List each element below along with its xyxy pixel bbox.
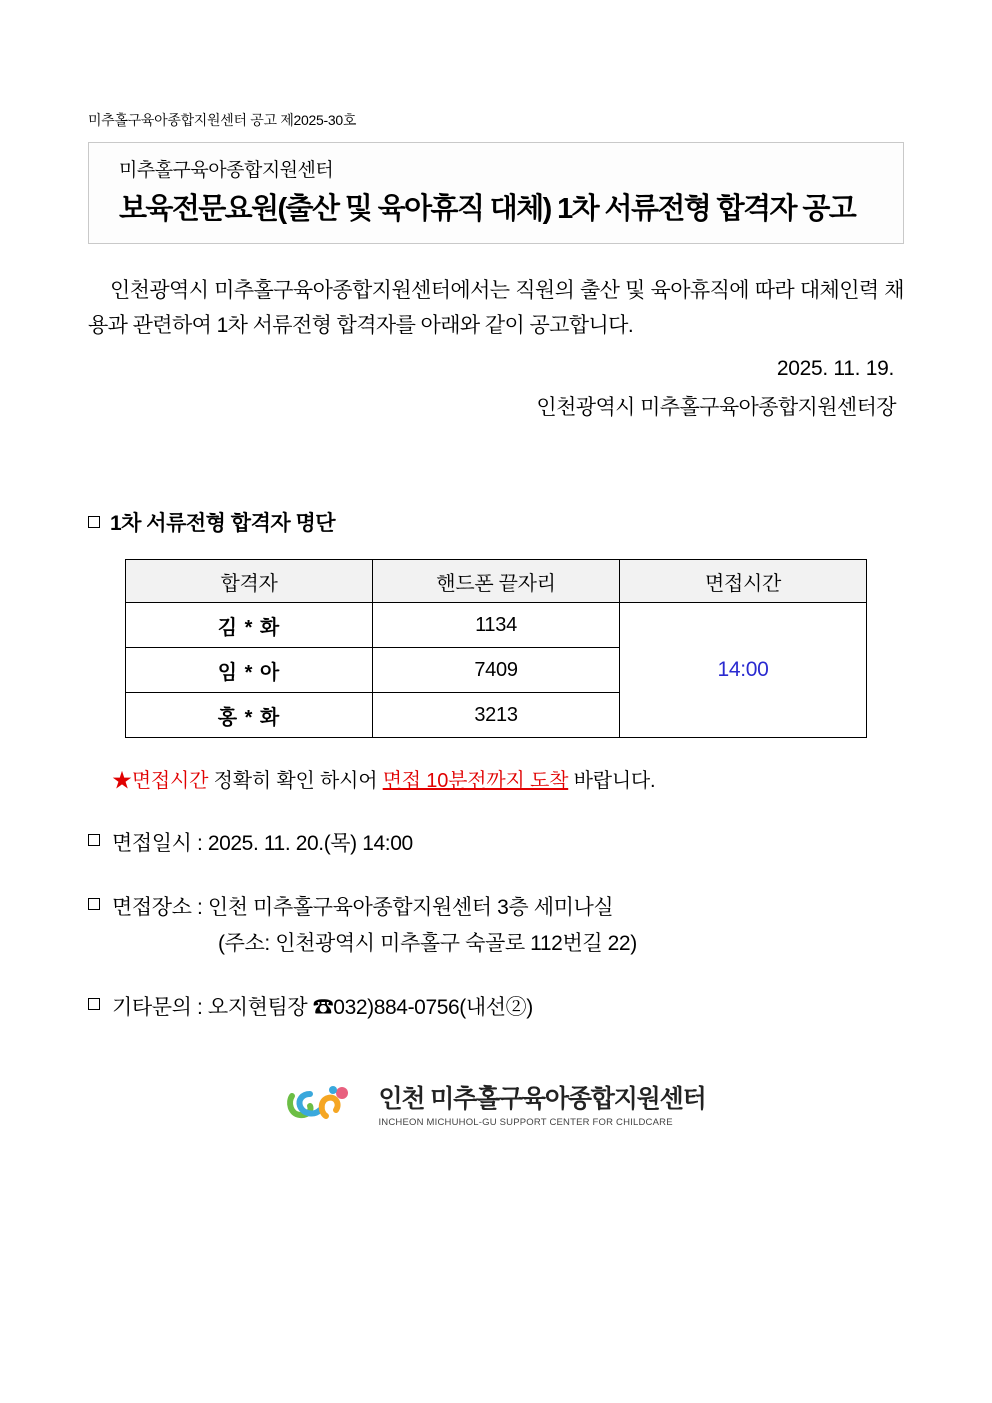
- square-bullet-icon: [88, 516, 100, 528]
- section-heading-label: 1차 서류전형 합격자 명단: [110, 512, 336, 536]
- section-heading-passers: [88, 507, 904, 537]
- document-number: 미추홀구육아종합지원센터 공고 제2025-30호: [88, 112, 357, 128]
- cell-name: 임 * 아: [126, 648, 373, 693]
- table-head: [126, 560, 867, 603]
- detail-location-address: (주소: 인천광역시 미추홀구 숙골로 112번길 22): [218, 932, 637, 956]
- footer-logo: [88, 1079, 904, 1128]
- interview-time-note: [88, 764, 904, 793]
- title-subtitle: 미추홀구육아종합지원센터: [119, 160, 334, 181]
- detail-contact: [88, 991, 904, 1021]
- column-header-time: 면접시간: [620, 560, 867, 603]
- logo-main-text: 인천 미추홀구육아종합지원센터: [378, 1085, 706, 1114]
- column-header-phone: 핸드폰 끝자리: [373, 560, 620, 603]
- cell-phone: 7409: [373, 648, 620, 693]
- logo-mark-icon: [286, 1082, 368, 1126]
- star-icon: ★: [112, 770, 132, 793]
- cell-name: 홍 * 화: [126, 693, 373, 738]
- table-header-row: [126, 560, 867, 603]
- passer-table: [125, 559, 867, 738]
- cell-phone: 1134: [373, 603, 620, 648]
- title-box: [88, 142, 904, 244]
- note-middle: 정확히 확인 하시어: [208, 770, 383, 793]
- column-header-name: 합격자: [126, 560, 373, 603]
- cell-interview-time: 14:00: [620, 603, 867, 738]
- announcement-date: 2025. 11. 19.: [776, 357, 894, 381]
- square-bullet-icon: [88, 834, 100, 846]
- table-row: [126, 603, 867, 648]
- logo-text: [378, 1079, 705, 1128]
- intro-text: 인천광역시 미추홀구육아종합지원센터에서는 직원의 출산 및 육아휴직에 따라 대체인력 채용과 관련하여 1차 서류전형 합격자를 아래와 같이 공고합니다.: [88, 279, 904, 337]
- detail-label: 면접일시 : 2025. 11. 20.(목) 14:00: [112, 832, 413, 856]
- intro-paragraph: [88, 274, 904, 343]
- table-body: [126, 603, 867, 738]
- detail-label: 기타문의 : 오지현팀장 ☎032)884-0756(내선②): [112, 996, 533, 1020]
- note-emphasis: 면접시간: [131, 770, 209, 793]
- detail-interview-datetime: [88, 827, 904, 857]
- note-underlined: 면접 10분전까지 도착: [382, 770, 569, 793]
- cell-name: 김 * 화: [126, 603, 373, 648]
- cell-phone: 3213: [373, 693, 620, 738]
- issuing-organization: 인천광역시 미추홀구육아종합지원센터장: [536, 396, 896, 420]
- logo-sub-text: INCHEON MICHUHOL-GU SUPPORT CENTER FOR CHILDCARE: [378, 1117, 673, 1129]
- note-tail: 바랍니다.: [568, 770, 656, 793]
- square-bullet-icon: [88, 898, 100, 910]
- detail-label: 면접장소 : 인천 미추홀구육아종합지원센터 3층 세미나실: [112, 896, 614, 920]
- square-bullet-icon: [88, 998, 100, 1010]
- page-title: 보육전문요원(출산 및 육아휴직 대체) 1차 서류전형 합격자 공고: [119, 193, 856, 225]
- detail-interview-location: [88, 891, 904, 921]
